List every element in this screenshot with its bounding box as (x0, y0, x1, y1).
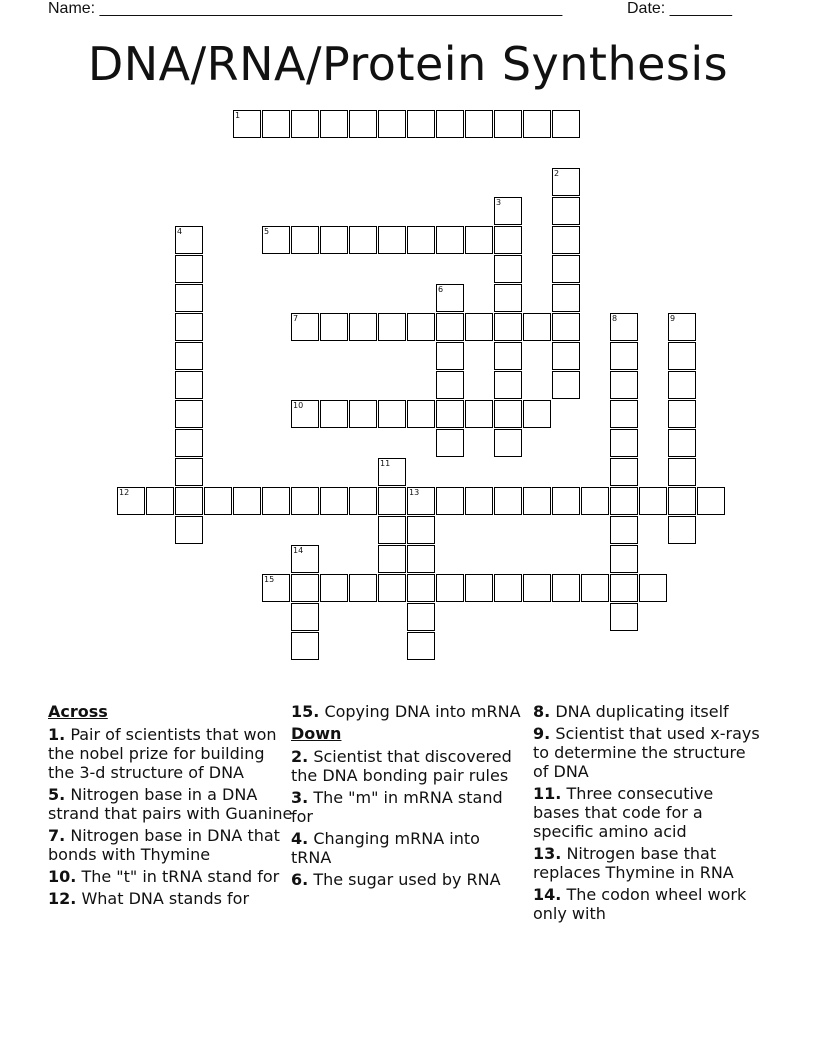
grid-cell[interactable] (552, 168, 580, 196)
grid-cell[interactable] (436, 342, 464, 370)
grid-cell[interactable] (494, 110, 522, 138)
clue-down-13 (533, 844, 763, 882)
grid-cell[interactable] (610, 545, 638, 573)
grid-cell[interactable] (494, 226, 522, 254)
grid-cell[interactable] (668, 400, 696, 428)
grid-cell[interactable] (610, 458, 638, 486)
clue-text: The sugar used by RNA (313, 870, 501, 889)
grid-cell[interactable] (610, 603, 638, 631)
grid-cell[interactable] (639, 574, 667, 602)
clue-text: What DNA stands for (81, 889, 250, 908)
clue-down-14 (533, 885, 763, 923)
clue-text: The "m" in mRNA stand for (291, 788, 503, 826)
clue-number-label: 4 (177, 227, 183, 236)
grid-cell[interactable] (552, 226, 580, 254)
clues-column-2 (291, 702, 521, 892)
clue-number-label: 5 (264, 227, 270, 236)
grid-cell[interactable] (204, 487, 232, 515)
grid-cell[interactable] (117, 487, 145, 515)
grid-cell[interactable] (552, 313, 580, 341)
grid-cell[interactable] (378, 516, 406, 544)
grid-cell[interactable] (378, 226, 406, 254)
clue-number-label: 12 (119, 488, 130, 497)
grid-cell[interactable] (175, 284, 203, 312)
clues-column-3 (533, 702, 763, 926)
clue-number: 11. (533, 784, 562, 803)
clue-down-3 (291, 788, 521, 826)
clue-number: 9. (533, 724, 551, 743)
grid-cell[interactable] (436, 400, 464, 428)
grid-cell[interactable] (175, 458, 203, 486)
grid-cell[interactable] (523, 487, 551, 515)
clue-text: Scientist that used x-rays to determine the structure of DNA (533, 724, 760, 781)
clue-number: 8. (533, 702, 551, 721)
clue-number: 3. (291, 788, 309, 807)
grid-cell[interactable] (465, 574, 493, 602)
clue-text: Changing mRNA into tRNA (291, 829, 480, 867)
grid-cell[interactable] (320, 313, 348, 341)
grid-cell[interactable] (175, 371, 203, 399)
grid-cell[interactable] (407, 545, 435, 573)
clue-text: Scientist that discovered the DNA bonding pair rules (291, 747, 512, 785)
grid-cell[interactable] (349, 574, 377, 602)
grid-cell[interactable] (320, 574, 348, 602)
grid-cell[interactable] (378, 574, 406, 602)
grid-cell[interactable] (320, 226, 348, 254)
clue-number: 5. (48, 785, 66, 804)
grid-cell[interactable] (552, 342, 580, 370)
grid-cell[interactable] (668, 458, 696, 486)
grid-cell[interactable] (407, 400, 435, 428)
grid-cell[interactable] (494, 284, 522, 312)
grid-cell[interactable] (175, 487, 203, 515)
grid-cell[interactable] (610, 574, 638, 602)
grid-cell[interactable] (407, 487, 435, 515)
grid-cell[interactable] (378, 545, 406, 573)
grid-cell[interactable] (349, 487, 377, 515)
grid-cell[interactable] (436, 226, 464, 254)
clues-column-1 (48, 702, 293, 911)
clue-text: Nitrogen base in a DNA strand that pairs with Guanine (48, 785, 293, 823)
grid-cell[interactable] (494, 197, 522, 225)
grid-cell[interactable] (436, 429, 464, 457)
grid-cell[interactable] (494, 313, 522, 341)
grid-cell[interactable] (349, 226, 377, 254)
grid-cell[interactable] (291, 226, 319, 254)
clue-number: 6. (291, 870, 309, 889)
grid-cell[interactable] (494, 255, 522, 283)
clue-across-15 (291, 702, 521, 721)
grid-cell[interactable] (291, 313, 319, 341)
grid-cell[interactable] (175, 400, 203, 428)
grid-cell[interactable] (465, 400, 493, 428)
clue-number: 7. (48, 826, 66, 845)
clue-across-7 (48, 826, 293, 864)
clue-across-5 (48, 785, 293, 823)
grid-cell[interactable] (407, 603, 435, 631)
grid-cell[interactable] (407, 313, 435, 341)
grid-cell[interactable] (436, 284, 464, 312)
grid-cell[interactable] (407, 226, 435, 254)
grid-cell[interactable] (320, 487, 348, 515)
grid-cell[interactable] (523, 574, 551, 602)
grid-cell[interactable] (436, 574, 464, 602)
grid-cell[interactable] (668, 342, 696, 370)
grid-cell[interactable] (291, 632, 319, 660)
clue-text: Copying DNA into mRNA (324, 702, 521, 721)
grid-cell[interactable] (610, 342, 638, 370)
clue-number-label: 2 (554, 169, 560, 178)
grid-cell[interactable] (349, 313, 377, 341)
grid-cell[interactable] (465, 487, 493, 515)
grid-cell[interactable] (697, 487, 725, 515)
grid-cell[interactable] (552, 574, 580, 602)
grid-cell[interactable] (610, 400, 638, 428)
clue-number: 12. (48, 889, 77, 908)
grid-cell[interactable] (494, 487, 522, 515)
grid-cell[interactable] (291, 110, 319, 138)
grid-cell[interactable] (610, 429, 638, 457)
clue-number: 4. (291, 829, 309, 848)
clue-number-label: 8 (612, 314, 618, 323)
grid-cell[interactable] (378, 487, 406, 515)
grid-cell[interactable] (552, 487, 580, 515)
grid-cell[interactable] (610, 516, 638, 544)
clue-text: The codon wheel work only with (533, 885, 747, 923)
clue-number: 10. (48, 867, 77, 886)
grid-cell[interactable] (291, 545, 319, 573)
clue-down-11 (533, 784, 763, 841)
grid-cell[interactable] (233, 487, 261, 515)
clue-across-12 (48, 889, 293, 908)
clue-number: 14. (533, 885, 562, 904)
grid-cell[interactable] (378, 313, 406, 341)
grid-cell[interactable] (407, 574, 435, 602)
clue-number-label: 1 (235, 111, 241, 120)
grid-cell[interactable] (668, 429, 696, 457)
grid-cell[interactable] (320, 400, 348, 428)
clue-text: The "t" in tRNA stand for (81, 867, 280, 886)
grid-cell[interactable] (262, 574, 290, 602)
grid-cell[interactable] (262, 487, 290, 515)
clue-number-label: 7 (293, 314, 299, 323)
clue-across-1 (48, 725, 293, 782)
grid-cell[interactable] (349, 110, 377, 138)
clue-text: Nitrogen base that replaces Thymine in RNA (533, 844, 734, 882)
clue-number-label: 10 (293, 401, 304, 410)
across-heading: Across (48, 702, 108, 721)
grid-cell[interactable] (175, 516, 203, 544)
grid-cell[interactable] (668, 516, 696, 544)
grid-cell[interactable] (175, 313, 203, 341)
grid-cell[interactable] (552, 197, 580, 225)
grid-cell[interactable] (407, 110, 435, 138)
clue-number-label: 13 (409, 488, 420, 497)
grid-cell[interactable] (262, 110, 290, 138)
grid-cell[interactable] (552, 255, 580, 283)
clue-number-label: 6 (438, 285, 444, 294)
grid-cell[interactable] (378, 110, 406, 138)
grid-cell[interactable] (494, 371, 522, 399)
clue-text: DNA duplicating itself (555, 702, 729, 721)
grid-cell[interactable] (175, 226, 203, 254)
grid-cell[interactable] (436, 313, 464, 341)
clue-number-label: 3 (496, 198, 502, 207)
grid-cell[interactable] (175, 255, 203, 283)
clue-down-6 (291, 870, 521, 889)
clue-text: Three consecutive bases that code for a specific amino acid (533, 784, 714, 841)
grid-cell[interactable] (668, 487, 696, 515)
clue-across-10 (48, 867, 293, 886)
grid-cell[interactable] (320, 110, 348, 138)
clue-down-8 (533, 702, 763, 721)
clue-number: 15. (291, 702, 320, 721)
clue-text: Nitrogen base in DNA that bonds with Thymine (48, 826, 280, 864)
grid-cell[interactable] (494, 400, 522, 428)
grid-cell[interactable] (552, 110, 580, 138)
grid-cell[interactable] (436, 110, 464, 138)
clue-number: 13. (533, 844, 562, 863)
page-title: DNA/RNA/Protein Synthesis (87, 37, 729, 91)
grid-cell[interactable] (639, 487, 667, 515)
down-heading: Down (291, 724, 342, 743)
grid-cell[interactable] (436, 487, 464, 515)
grid-cell[interactable] (610, 371, 638, 399)
grid-cell[interactable] (146, 487, 174, 515)
grid-cell[interactable] (465, 110, 493, 138)
grid-cell[interactable] (465, 226, 493, 254)
grid-cell[interactable] (552, 284, 580, 312)
grid-cell[interactable] (610, 313, 638, 341)
grid-cell[interactable] (291, 574, 319, 602)
clue-number-label: 14 (293, 546, 304, 555)
grid-cell[interactable] (349, 400, 377, 428)
grid-cell[interactable] (262, 226, 290, 254)
clue-number-label: 9 (670, 314, 676, 323)
clue-down-9 (533, 724, 763, 781)
grid-cell[interactable] (291, 487, 319, 515)
clue-number: 2. (291, 747, 309, 766)
grid-cell[interactable] (407, 632, 435, 660)
grid-cell[interactable] (378, 400, 406, 428)
grid-cell[interactable] (523, 110, 551, 138)
grid-cell[interactable] (175, 429, 203, 457)
clue-down-4 (291, 829, 521, 867)
clue-down-2 (291, 747, 521, 785)
grid-cell[interactable] (494, 574, 522, 602)
grid-cell[interactable] (668, 371, 696, 399)
grid-cell[interactable] (233, 110, 261, 138)
grid-cell[interactable] (378, 458, 406, 486)
grid-cell[interactable] (407, 516, 435, 544)
grid-cell[interactable] (581, 487, 609, 515)
clue-number: 1. (48, 725, 66, 744)
grid-cell[interactable] (291, 400, 319, 428)
clue-text: Pair of scientists that won the nobel prize for building the 3-d structure of DNA (48, 725, 277, 782)
clue-number-label: 15 (264, 575, 275, 584)
grid-cell[interactable] (581, 574, 609, 602)
grid-cell[interactable] (291, 603, 319, 631)
grid-cell[interactable] (494, 429, 522, 457)
grid-cell[interactable] (175, 342, 203, 370)
grid-cell[interactable] (668, 313, 696, 341)
grid-cell[interactable] (494, 342, 522, 370)
date-field: Date: _______ (627, 0, 732, 17)
name-field: Name: ____________________________________________________ (48, 0, 563, 17)
grid-cell[interactable] (523, 313, 551, 341)
grid-cell[interactable] (436, 371, 464, 399)
grid-cell[interactable] (610, 487, 638, 515)
grid-cell[interactable] (465, 313, 493, 341)
clue-number-label: 11 (380, 459, 391, 468)
grid-cell[interactable] (552, 371, 580, 399)
grid-cell[interactable] (523, 400, 551, 428)
